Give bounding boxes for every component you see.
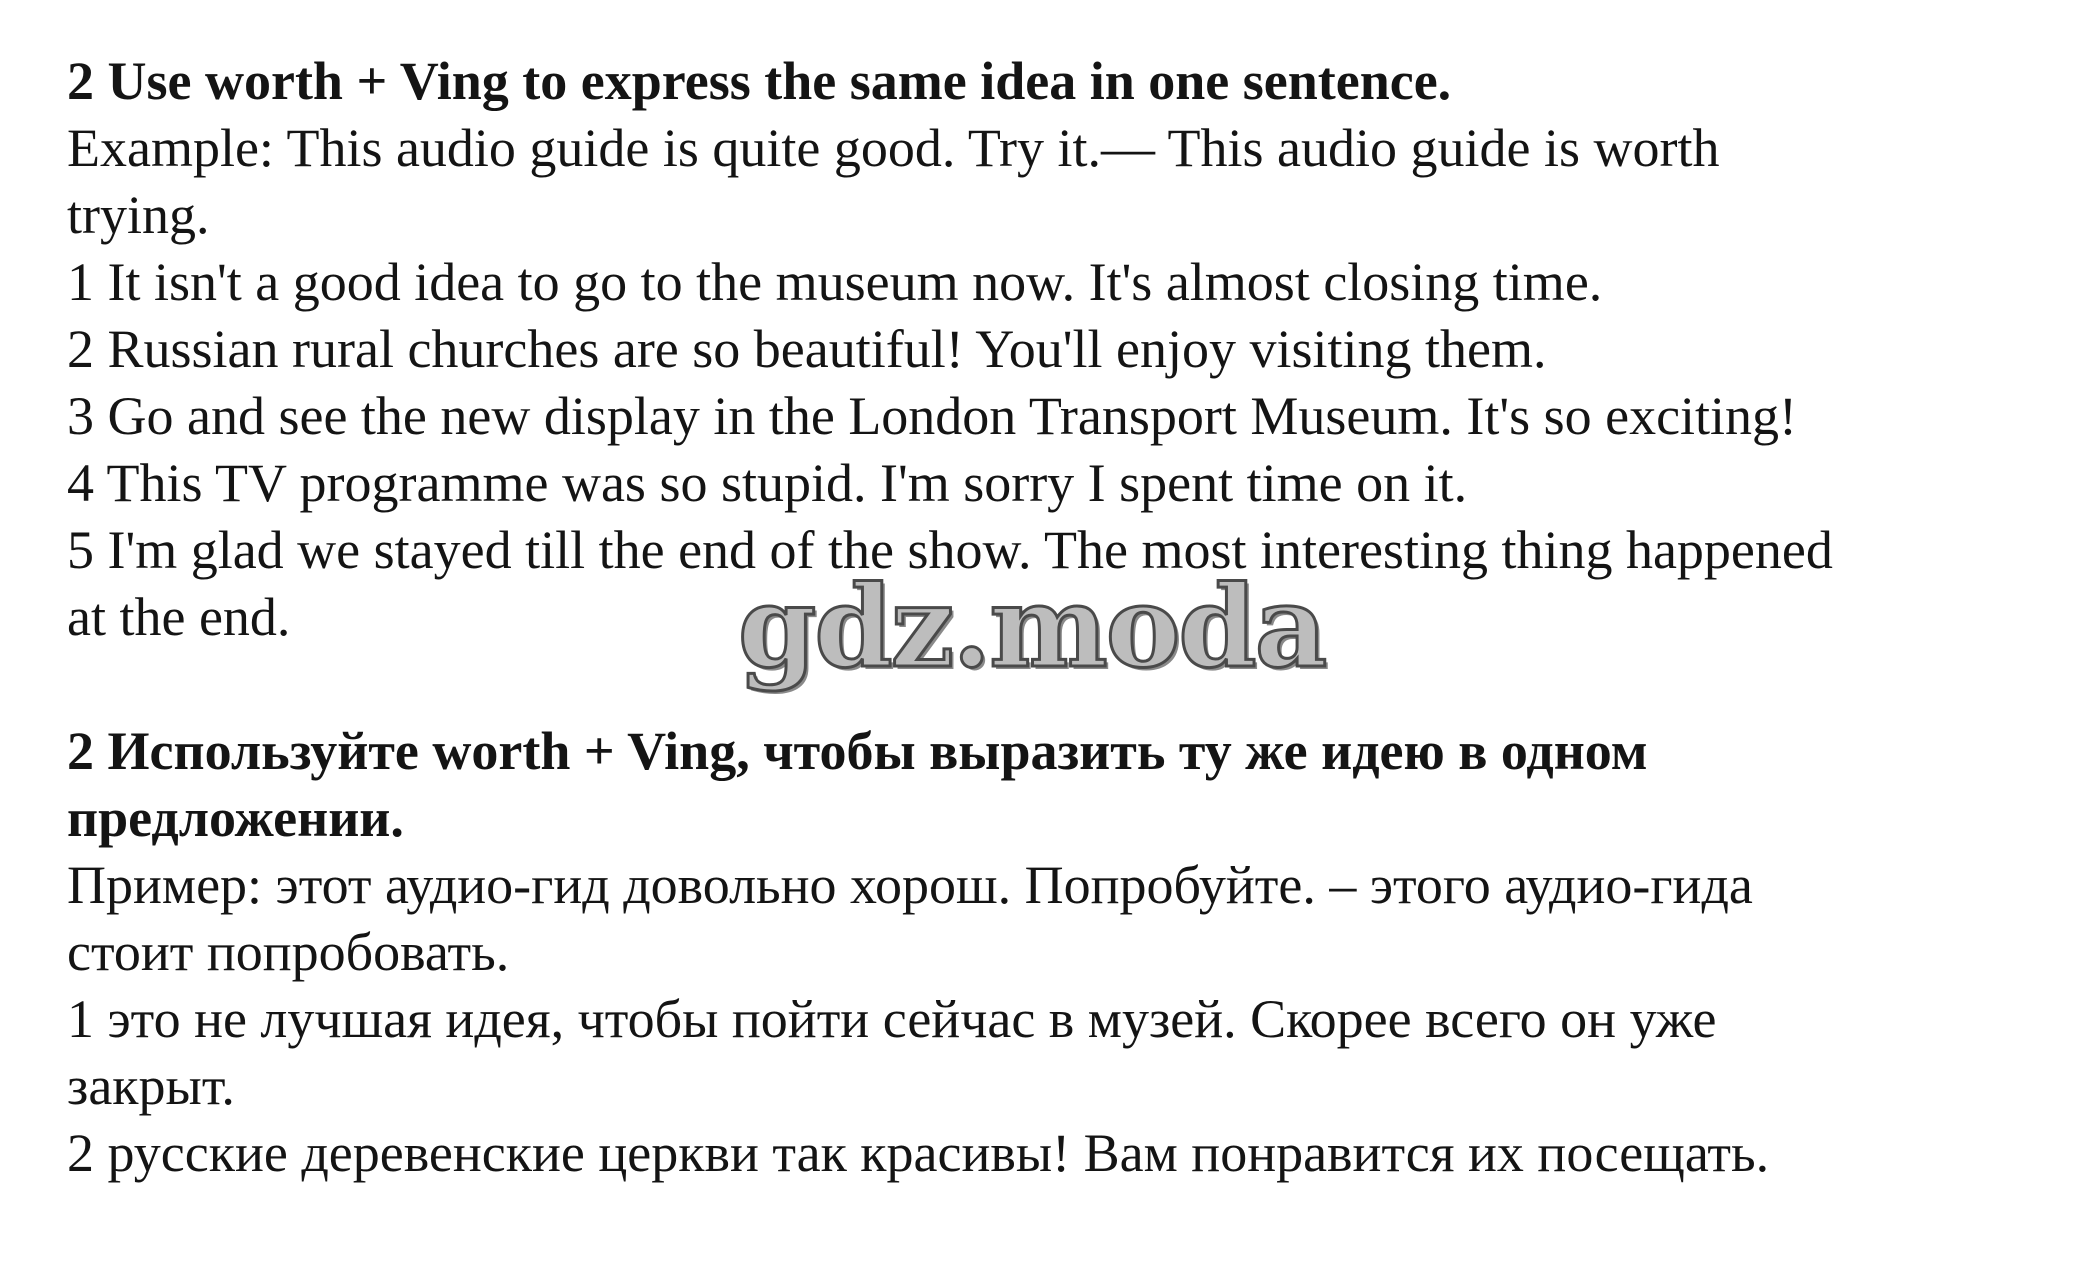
russian-heading-line-1: 2 Используйте worth + Ving, чтобы выразить ту же идею в одном <box>67 721 1648 781</box>
english-item-5-line-1: 5 I'm glad we stayed till the end of the show. The most interesting thing happened <box>67 520 1833 580</box>
english-item-5-line-2: at the end. <box>67 587 291 647</box>
watermark-logo: gdz.moda <box>738 562 1326 693</box>
russian-heading-line-2: предложении. <box>67 788 404 848</box>
english-heading: 2 Use worth + Ving to express the same idea in one sentence. <box>67 51 1452 111</box>
russian-example-line-1: Пример: этот аудио-гид довольно хорош. Попробуйте. – этого аудио-гида <box>67 855 1753 915</box>
russian-item-1-line-2: закрыт. <box>67 1056 235 1116</box>
english-example-line-2: trying. <box>67 185 210 245</box>
russian-item-2: 2 русские деревенские церкви так красивы! Вам понравится их посещать. <box>67 1123 1770 1183</box>
english-example-line-1: Example: This audio guide is quite good. Try it.— This audio guide is worth <box>67 118 1720 178</box>
english-item-3: 3 Go and see the new display in the London Transport Museum. It's so exciting! <box>67 386 1798 446</box>
english-item-4: 4 This TV programme was so stupid. I'm sorry I spent time on it. <box>67 453 1468 513</box>
english-item-2: 2 Russian rural churches are so beautiful! You'll enjoy visiting them. <box>67 319 1547 379</box>
english-item-1: 1 It isn't a good idea to go to the museum now. It's almost closing time. <box>67 252 1603 312</box>
russian-example-line-2: стоит попробовать. <box>67 922 510 982</box>
russian-item-1-line-1: 1 это не лучшая идея, чтобы пойти сейчас в музей. Скорее всего он уже <box>67 989 1717 1049</box>
